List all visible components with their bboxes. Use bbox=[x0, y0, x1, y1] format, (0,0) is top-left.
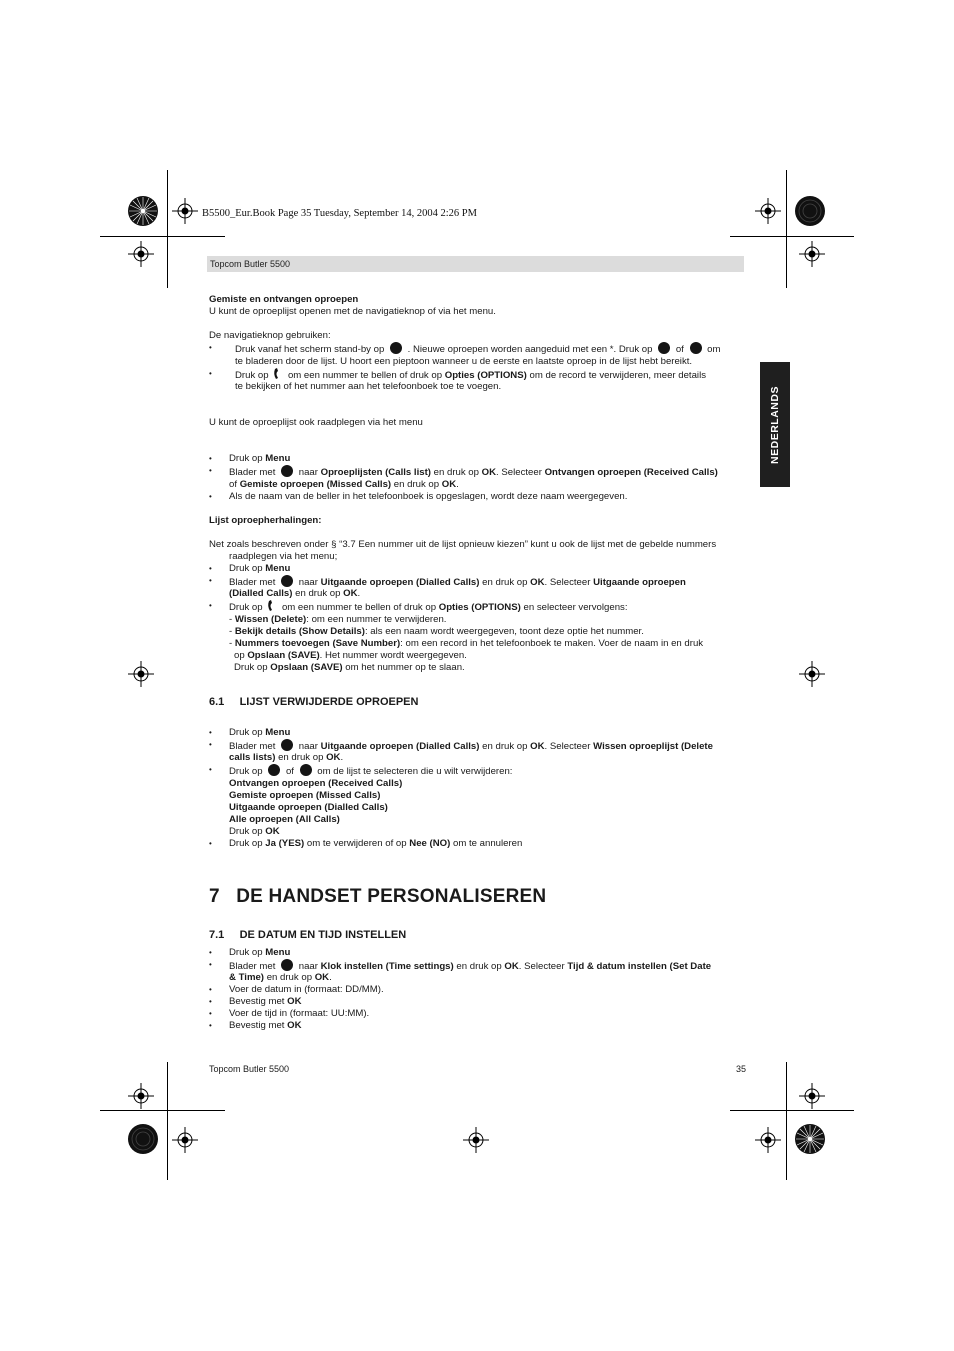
print-info: B5500_Eur.Book Page 35 Tuesday, September 14, 2004 2:26 PM bbox=[202, 208, 477, 219]
registration-crosshair-icon bbox=[128, 241, 154, 267]
text: Uitgaande oproepen (Dialled Calls) bbox=[320, 576, 480, 588]
text: om een nummer te bellen of druk op bbox=[281, 602, 437, 614]
sub-option bbox=[209, 614, 744, 626]
text: . Selecteer bbox=[518, 960, 565, 972]
text: Opslaan (SAVE) bbox=[247, 649, 320, 661]
crop-line bbox=[730, 1110, 854, 1111]
text: en druk op bbox=[482, 576, 528, 588]
language-tab bbox=[760, 362, 790, 487]
chapter-heading-7: 7 DE HANDSET PERSONALISEREN bbox=[209, 885, 547, 907]
text: Druk vanaf het scherm stand-by op bbox=[235, 343, 385, 355]
registration-crosshair-icon bbox=[128, 1083, 154, 1109]
bullet: • bbox=[209, 765, 212, 775]
registration-crosshair-icon bbox=[463, 1127, 489, 1153]
text: calls lists) bbox=[229, 752, 276, 764]
nav-button-icon bbox=[281, 739, 293, 751]
crop-line bbox=[100, 236, 225, 237]
text: om de record te verwijderen, meer details bbox=[529, 369, 706, 381]
sub-option bbox=[209, 626, 744, 638]
text: Ontvangen oproepen (Received Calls) bbox=[544, 467, 718, 479]
text: Wissen (Delete) bbox=[234, 614, 307, 626]
crop-line bbox=[730, 236, 854, 237]
phone-icon bbox=[267, 600, 277, 612]
nav-down-icon bbox=[690, 342, 702, 354]
text: Druk op bbox=[229, 837, 263, 849]
registration-starburst-icon bbox=[127, 1123, 159, 1155]
text: Menu bbox=[265, 946, 291, 958]
text: . bbox=[357, 588, 361, 600]
list-item bbox=[209, 959, 744, 985]
section-heading-6-1: 6.1 LIJST VERWIJDERDE OPROEPEN bbox=[209, 695, 419, 708]
bullet: • bbox=[209, 838, 212, 848]
list-item bbox=[209, 575, 744, 601]
list-item bbox=[209, 764, 744, 837]
text: . Selecteer bbox=[544, 740, 591, 752]
text: OK bbox=[530, 740, 545, 752]
section-heading: Gemiste en ontvangen oproepen bbox=[209, 294, 359, 305]
bullet: • bbox=[209, 466, 212, 476]
bullet: • bbox=[209, 959, 212, 969]
sub-option bbox=[209, 638, 744, 650]
text: naar bbox=[298, 576, 318, 588]
text: om de lijst te selecteren die u wilt verwijderen: bbox=[317, 766, 513, 778]
list-item bbox=[209, 1008, 744, 1020]
registration-crosshair-icon bbox=[799, 241, 825, 267]
bullet: • bbox=[209, 575, 212, 585]
text: Druk op bbox=[234, 661, 268, 673]
text: Druk op bbox=[235, 369, 269, 381]
bullet: • bbox=[209, 1009, 212, 1019]
registration-starburst-icon bbox=[794, 195, 826, 227]
registration-starburst-icon bbox=[127, 195, 159, 227]
text: OK bbox=[481, 467, 497, 479]
bullet: • bbox=[209, 491, 212, 501]
text: om een nummer te bellen of druk op bbox=[287, 369, 443, 381]
text: Druk op bbox=[229, 562, 263, 574]
text: - bbox=[229, 638, 235, 650]
text: en druk op bbox=[266, 972, 313, 984]
registration-crosshair-icon bbox=[128, 661, 154, 687]
text: OK bbox=[504, 960, 519, 972]
sub-option bbox=[209, 650, 744, 662]
text: . bbox=[329, 972, 332, 984]
nav-button-icon bbox=[390, 342, 402, 354]
text: : om een nummer te verwijderen. bbox=[306, 614, 447, 626]
list-item bbox=[209, 947, 744, 959]
nav-button-icon bbox=[281, 465, 293, 477]
text: Gemiste oproepen (Missed Calls) bbox=[239, 479, 392, 491]
text: en druk op bbox=[482, 740, 528, 752]
language-tab-label: NEDERLANDS bbox=[769, 385, 781, 464]
option: Uitgaande oproepen (Dialled Calls) bbox=[229, 802, 388, 814]
text: (Dialled Calls) bbox=[229, 588, 293, 600]
option: Alle oproepen (All Calls) bbox=[229, 814, 340, 825]
footer-title: Topcom Butler 5500 bbox=[209, 1064, 290, 1074]
text: om het nummer op te slaan. bbox=[345, 661, 465, 673]
list-item bbox=[209, 739, 744, 765]
text: Druk op bbox=[229, 726, 263, 738]
text: Tijd & datum instellen (Set Date bbox=[567, 960, 712, 972]
text: Druk op bbox=[229, 766, 263, 778]
bullet: • bbox=[209, 727, 212, 737]
list-item bbox=[209, 984, 744, 996]
text: Bevestig met bbox=[229, 1020, 285, 1032]
header-title: Topcom Butler 5500 bbox=[210, 259, 291, 269]
text: Menu bbox=[265, 562, 291, 574]
text: Opties (OPTIONS) bbox=[438, 602, 521, 614]
text: Druk op bbox=[229, 453, 263, 465]
text: of bbox=[229, 479, 238, 491]
list-item bbox=[209, 563, 744, 575]
text: om bbox=[707, 343, 721, 355]
text: Menu bbox=[265, 726, 291, 738]
text: om te annuleren bbox=[452, 837, 523, 849]
paragraph: Net zoals beschreven onder § “3.7 Een nummer uit de lijst opnieuw kiezen” kunt u ook de lijst met de gebelde nummers bbox=[209, 538, 717, 550]
bullet: • bbox=[209, 997, 212, 1007]
text: Wissen oproeplijst (Delete bbox=[593, 740, 713, 752]
paragraph: U kunt de oproeplijst ook raadplegen via het menu bbox=[209, 417, 423, 429]
text: te bladeren door de lijst. U hoort een pieptoon wanneer u de eerste en laatste oproep in de lijst hebt bereikt. bbox=[235, 355, 693, 367]
text: OK bbox=[326, 752, 341, 764]
crop-line bbox=[167, 170, 168, 288]
text: te bekijken of het nummer aan het telefoonboek toe te voegen. bbox=[235, 381, 502, 393]
list-item bbox=[209, 727, 744, 739]
list-item bbox=[209, 342, 744, 368]
text: en druk op bbox=[433, 467, 479, 479]
text: of bbox=[285, 766, 294, 778]
text: Klok instellen (Time settings) bbox=[320, 960, 454, 972]
text: . Selecteer bbox=[544, 576, 591, 588]
text: en druk op bbox=[295, 588, 341, 600]
text: Druk op bbox=[229, 946, 263, 958]
text: : om een record in het telefoonboek te maken. Voer de naam in en druk bbox=[400, 638, 704, 650]
paragraph: U kunt de oproeplijst openen met de navigatieknop of via het menu. bbox=[209, 305, 496, 317]
bullet: • bbox=[209, 454, 212, 464]
phone-icon bbox=[273, 368, 283, 380]
option: Ontvangen oproepen (Received Calls) bbox=[229, 778, 403, 790]
text: Uitgaande oproepen (Dialled Calls) bbox=[320, 740, 480, 752]
text: Blader met bbox=[229, 576, 276, 588]
text: Uitgaande oproepen bbox=[593, 576, 686, 588]
text: OK bbox=[314, 972, 330, 984]
option: Gemiste oproepen (Missed Calls) bbox=[229, 790, 381, 802]
text: OK bbox=[441, 479, 457, 491]
page-header bbox=[207, 256, 744, 272]
list-item bbox=[209, 453, 744, 465]
list-item bbox=[209, 838, 744, 850]
bullet: • bbox=[209, 601, 212, 611]
text: OK bbox=[530, 576, 545, 588]
text: . bbox=[456, 479, 459, 491]
nav-button-icon bbox=[281, 959, 293, 971]
crop-line bbox=[786, 170, 787, 288]
text: . Het nummer wordt weergegeven. bbox=[319, 649, 467, 661]
text: Ja (YES) bbox=[265, 837, 305, 849]
text: Bevestig met bbox=[229, 996, 285, 1008]
section-heading-7-1: 7.1 DE DATUM EN TIJD INSTELLEN bbox=[209, 928, 407, 941]
registration-crosshair-icon bbox=[172, 198, 198, 224]
nav-button-icon bbox=[281, 575, 293, 587]
text: en druk op bbox=[278, 752, 324, 764]
nav-down-icon bbox=[300, 764, 312, 776]
nav-up-icon bbox=[658, 342, 670, 354]
text: - bbox=[229, 626, 235, 638]
nav-up-icon bbox=[268, 764, 280, 776]
text: Voer de tijd in (formaat: UU:MM). bbox=[229, 1008, 370, 1020]
list-item bbox=[209, 996, 744, 1008]
text: naar bbox=[298, 740, 318, 752]
paragraph: raadplegen via het menu; bbox=[229, 550, 338, 562]
text: Opslaan (SAVE) bbox=[270, 661, 343, 673]
text: en selecteer vervolgens: bbox=[523, 602, 628, 614]
text: OK bbox=[287, 1020, 302, 1032]
text: . Selecteer bbox=[496, 467, 542, 479]
text: Druk op bbox=[229, 825, 263, 837]
text: Opties (OPTIONS) bbox=[444, 369, 527, 381]
section-heading: Lijst oproepherhalingen: bbox=[209, 514, 322, 526]
text: - bbox=[229, 614, 235, 626]
bullet: • bbox=[209, 368, 212, 378]
registration-crosshair-icon bbox=[799, 661, 825, 687]
crop-line bbox=[100, 1110, 225, 1111]
registration-crosshair-icon bbox=[172, 1127, 198, 1153]
list-item bbox=[209, 465, 744, 491]
text: OK bbox=[265, 825, 280, 837]
text: naar bbox=[298, 467, 318, 479]
text: op bbox=[234, 649, 245, 661]
text: Oproeplijsten (Calls list) bbox=[320, 467, 431, 479]
text: naar bbox=[298, 960, 318, 972]
sub-option bbox=[209, 662, 744, 674]
bullet: • bbox=[209, 1021, 212, 1031]
text: en druk op bbox=[456, 960, 502, 972]
registration-starburst-icon bbox=[794, 1123, 826, 1155]
list-item bbox=[209, 600, 744, 614]
text: OK bbox=[287, 996, 302, 1008]
text: Nee (NO) bbox=[409, 837, 451, 849]
text: Nummers toevoegen (Save Number) bbox=[234, 638, 401, 650]
text: : als een naam wordt weergegeven, toont deze optie het nummer. bbox=[364, 626, 644, 638]
text: . Nieuwe oproepen worden aangeduid met een *. Druk op bbox=[407, 343, 653, 355]
bullet: • bbox=[209, 947, 212, 957]
text: Als de naam van de beller in het telefoonboek is opgeslagen, wordt deze naam weergegeven. bbox=[229, 490, 628, 502]
text: Blader met bbox=[229, 960, 276, 972]
text: Menu bbox=[265, 453, 291, 465]
bullet: • bbox=[209, 563, 212, 573]
list-item bbox=[209, 491, 744, 503]
text: en druk op bbox=[393, 479, 440, 491]
text: Voer de datum in (formaat: DD/MM). bbox=[229, 984, 384, 996]
page-content bbox=[209, 294, 744, 1032]
crop-line bbox=[167, 1062, 168, 1180]
text: OK bbox=[343, 588, 358, 600]
list-item bbox=[209, 368, 744, 394]
list-item bbox=[209, 1020, 744, 1032]
registration-crosshair-icon bbox=[755, 1127, 781, 1153]
crop-line bbox=[786, 1062, 787, 1180]
text: Druk op bbox=[229, 602, 263, 614]
text: & Time) bbox=[229, 972, 265, 984]
bullet: • bbox=[209, 739, 212, 749]
text: of bbox=[675, 343, 684, 355]
registration-crosshair-icon bbox=[799, 1083, 825, 1109]
text: Blader met bbox=[229, 740, 276, 752]
registration-crosshair-icon bbox=[755, 198, 781, 224]
paragraph: De navigatieknop gebruiken: bbox=[209, 329, 331, 341]
text: . bbox=[340, 752, 344, 764]
bullet: • bbox=[209, 342, 212, 352]
text: Blader met bbox=[229, 467, 276, 479]
text: Bekijk details (Show Details) bbox=[234, 626, 365, 638]
text: om te verwijderen of op bbox=[306, 837, 407, 849]
page-number: 35 bbox=[736, 1064, 747, 1074]
bullet: • bbox=[209, 985, 212, 995]
